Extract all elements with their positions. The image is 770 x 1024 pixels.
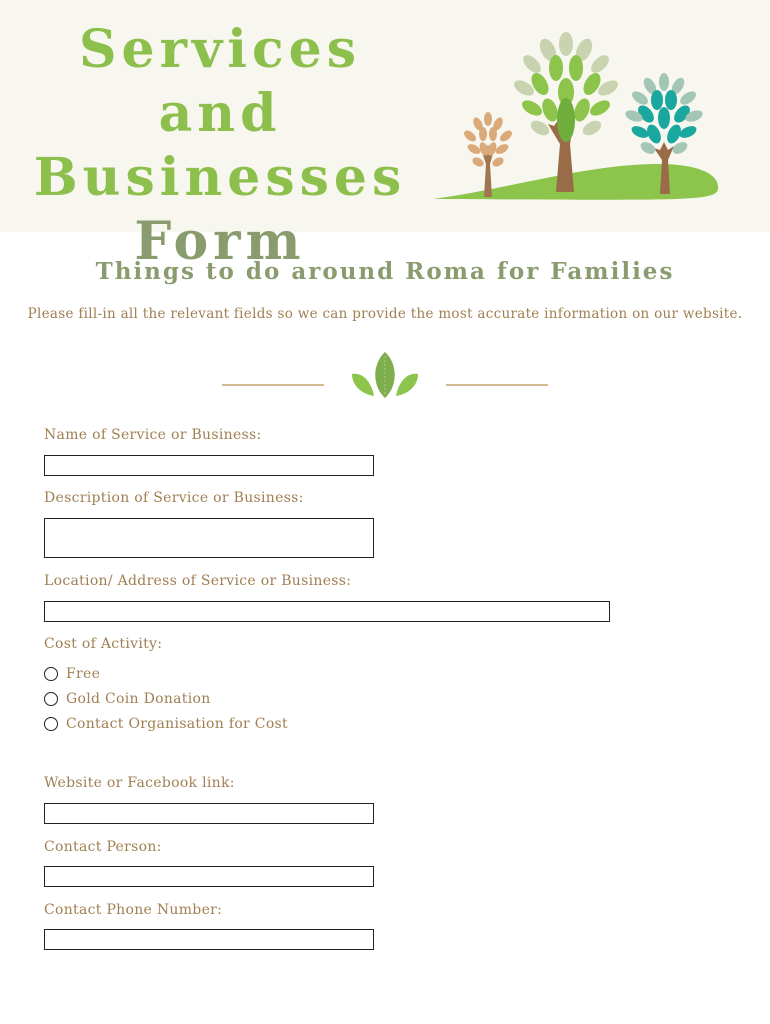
- website-label: Website or Facebook link:: [44, 775, 235, 791]
- cost-option-label: Gold Coin Donation: [66, 691, 211, 707]
- cost-option-free[interactable]: [44, 666, 100, 682]
- radio-button[interactable]: [44, 692, 58, 706]
- website-input[interactable]: [44, 803, 374, 824]
- contact-person-input[interactable]: [44, 866, 374, 887]
- contact-phone-label: Contact Phone Number:: [44, 902, 223, 918]
- cost-option-gold-coin[interactable]: [44, 691, 211, 707]
- cost-option-label: Contact Organisation for Cost: [66, 716, 288, 732]
- cost-option-label: Free: [66, 666, 101, 682]
- title-line-1: Services and: [78, 19, 362, 144]
- title-line-2: Businesses: [33, 147, 407, 208]
- trees-illustration-icon: [428, 24, 728, 209]
- description-input[interactable]: [44, 518, 374, 558]
- contact-person-label: Contact Person:: [44, 839, 162, 855]
- cost-option-contact[interactable]: [44, 716, 288, 732]
- intro-text: Please fill-in all the relevant fields so we can provide the most accurate information on our website.: [27, 306, 743, 322]
- contact-phone-input[interactable]: [44, 929, 374, 950]
- leaf-divider-icon: [222, 350, 548, 400]
- radio-button[interactable]: [44, 667, 58, 681]
- description-label: Description of Service or Business:: [44, 490, 304, 506]
- name-label: Name of Service or Business:: [44, 427, 262, 443]
- cost-label: Cost of Activity:: [44, 636, 163, 652]
- radio-button[interactable]: [44, 717, 58, 731]
- location-label: Location/ Address of Service or Business:: [44, 573, 352, 589]
- name-input[interactable]: [44, 455, 374, 476]
- page-subtitle: Things to do around Roma for Families: [95, 258, 675, 285]
- title-line-3: Form: [134, 211, 306, 272]
- form-title: [30, 18, 410, 274]
- location-input[interactable]: [44, 601, 610, 622]
